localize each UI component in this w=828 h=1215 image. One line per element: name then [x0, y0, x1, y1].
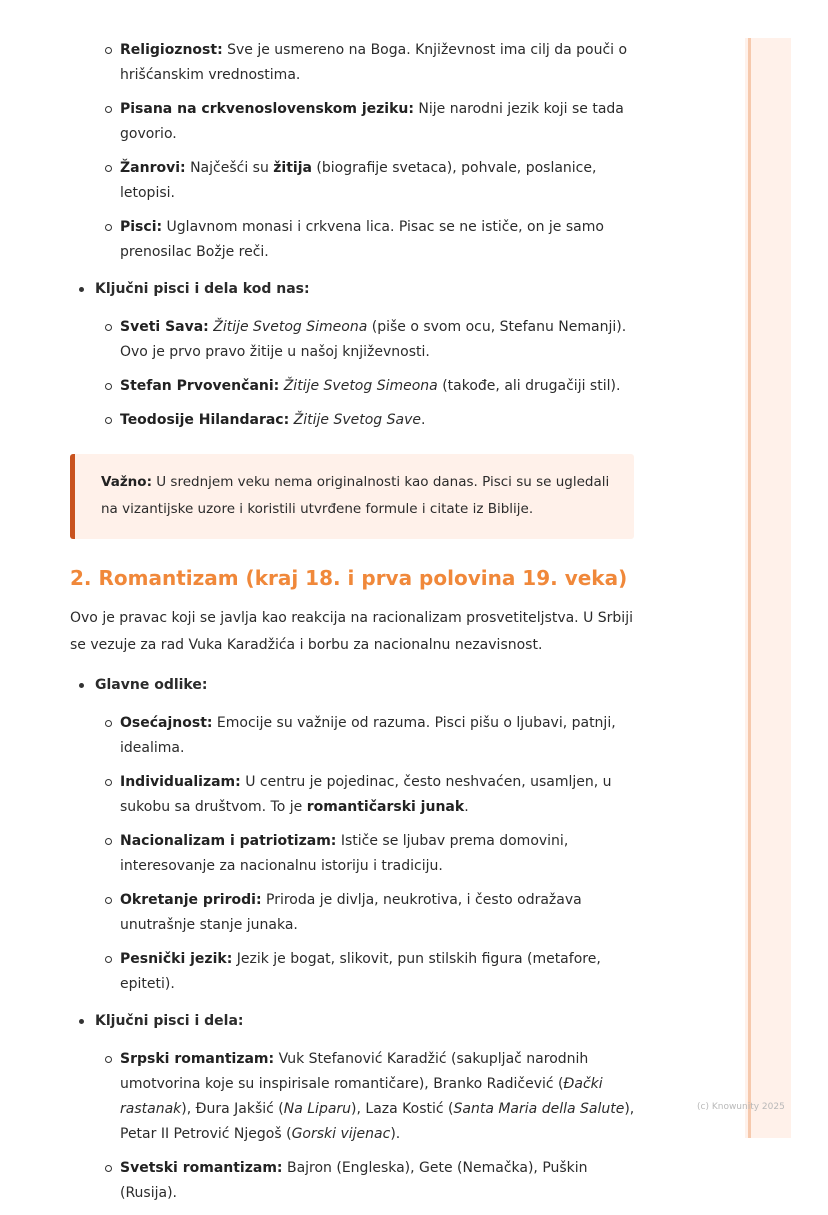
document-content [70, 38, 635, 1215]
romanticism-features-section [70, 673, 635, 698]
list-item: Individualizam: U centru je pojedinac, često neshvaćen, usamljen, u sukobu sa društvom. To je romantičarski junak. [70, 770, 635, 820]
romanticism-features-list [70, 711, 635, 997]
list-item: Srpski romantizam: Vuk Stefanović Karadžić (sakupljač narodnih umotvorina koje su inspirisale romantičare), Branko Radičević (Đački rastanak), Đura Jakšić (Na Liparu), Laza Kostić (Santa Maria della Salute), Petar II Petrović Njegoš (Gorski vijenac). [70, 1047, 635, 1147]
section-heading: 2. Romantizam (kraj 18. i prva polovina 19. veka) [70, 566, 628, 590]
medieval-authors-section [70, 277, 635, 302]
list-item: Žanrovi: Najčešći su žitija (biografije svetaca), pohvale, poslanice, letopisi. [70, 156, 635, 206]
medieval-authors-list [70, 315, 635, 433]
list-item: Svetski romantizam: Bajron (Engleska), Gete (Nemačka), Puškin (Rusija). [70, 1156, 635, 1206]
authors-label: Ključni pisci i dela kod nas: [95, 281, 310, 297]
list-item: Teodosije Hilandarac: Žitije Svetog Save. [70, 408, 635, 433]
watermark: (c) Knowunity 2025 [697, 1102, 785, 1112]
list-item: Religioznost: Sve je usmereno na Boga. Književnost ima cilj da pouči o hrišćanskim vrednostima. [70, 38, 635, 88]
list-item: Pesnički jezik: Jezik je bogat, slikovit, pun stilskih figura (metafore, epiteti). [70, 947, 635, 997]
list-item: Stefan Prvovenčani: Žitije Svetog Simeona (takođe, ali drugačiji stil). [70, 374, 635, 399]
list-item: Pisci: Uglavnom monasi i crkvena lica. Pisac se ne ističe, on je samo prenosilac Božje reči. [70, 215, 635, 265]
romanticism-authors-section [70, 1009, 635, 1034]
features-label: Glavne odlike: [95, 677, 208, 693]
medieval-features-list [70, 38, 635, 265]
list-item: Sveti Sava: Žitije Svetog Simeona (piše o svom ocu, Stefanu Nemanji). Ovo je prvo pravo žitije u našoj književnosti. [70, 315, 635, 365]
list-item: Pisana na crkvenoslovenskom jeziku: Nije narodni jezik koji se tada govorio. [70, 97, 635, 147]
list-item: Nacionalizam i patriotizam: Ističe se ljubav prema domovini, interesovanje za nacionalnu istoriju i tradiciju. [70, 829, 635, 879]
list-item: Okretanje prirodi: Priroda je divlja, neukrotiva, i često odražava unutrašnje stanje junaka. [70, 888, 635, 938]
section-intro: Ovo je pravac koji se javlja kao reakcija na racionalizam prosvetiteljstva. U Srbiji se vezuje za rad Vuka Karadžića i borbu za nacionalnu nezavisnost. [70, 610, 633, 653]
sidebar-panel [745, 38, 791, 1138]
important-callout: Važno: U srednjem veku nema originalnosti kao danas. Pisci su se ugledali na vizantijske uzore i koristili utvrđene formule i citate iz Biblije. [70, 454, 634, 539]
authors-label: Ključni pisci i dela: [95, 1013, 244, 1029]
list-item: Osećajnost: Emocije su važnije od razuma. Pisci pišu o ljubavi, patnji, idealima. [70, 711, 635, 761]
list-item [70, 673, 635, 698]
sidebar-accent-line [748, 38, 751, 1138]
romanticism-authors-list [70, 1047, 635, 1206]
list-item [70, 277, 635, 302]
list-item [70, 1009, 635, 1034]
